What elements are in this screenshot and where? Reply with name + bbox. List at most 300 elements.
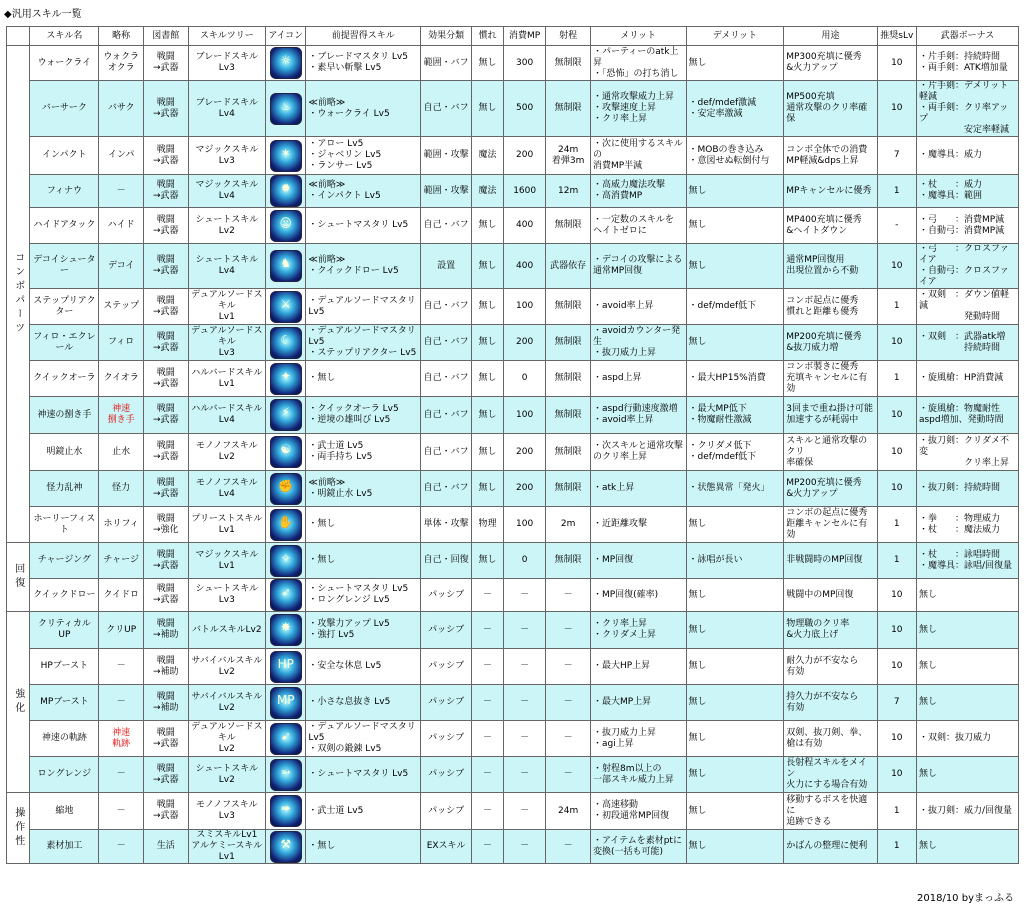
prerequisite: ・無し xyxy=(306,543,421,579)
mp-cost: － xyxy=(503,830,545,864)
table-row xyxy=(7,579,1019,612)
skill-icon xyxy=(266,649,306,685)
header-cell: 武器ボーナス xyxy=(916,27,1018,46)
recommended-slv: 10 xyxy=(877,244,916,289)
skill-abbr: － xyxy=(99,649,144,685)
recommended-slv: 10 xyxy=(877,81,916,137)
familiarity: 物理 xyxy=(472,507,504,543)
weapon-bonus: ・旋風槍：HP消費減 xyxy=(916,361,1018,397)
usage: コンボ起点に優秀 慣れと距離も優秀 xyxy=(784,289,877,325)
skill-tree: シュートスキルLv3 xyxy=(188,579,266,612)
skill-library: 戦闘 →武器 xyxy=(143,361,188,397)
usage: 非戦闘時のMP回復 xyxy=(784,543,877,579)
skill-abbr: － xyxy=(99,757,144,793)
header-cell: 効果分類 xyxy=(421,27,472,46)
mp-cost: 400 xyxy=(503,244,545,289)
skill-icon-glyph: ✦ xyxy=(280,368,291,383)
recommended-slv: 1 xyxy=(877,830,916,864)
skill-icon xyxy=(266,46,306,81)
skill-abbr: － xyxy=(99,830,144,864)
prerequisite: ・無し xyxy=(306,507,421,543)
range: 無制限 xyxy=(546,289,591,325)
merit: ・aspd行動速度激増 ・avoid率上昇 xyxy=(590,397,686,434)
demerit: 無し xyxy=(686,757,784,793)
skill-tree: デュアルソードスキル Lv2 xyxy=(188,721,266,757)
weapon-bonus: ・旋風槍：物魔耐性 aspd増加、発動時間 xyxy=(916,397,1018,434)
skill-icon-image xyxy=(270,175,302,207)
header-cell: スキルツリー xyxy=(188,27,266,46)
prerequisite: ・デュアルソードマスタリLv5 ・ステップリアクター Lv5 xyxy=(306,325,421,361)
table-row xyxy=(7,137,1019,175)
familiarity: － xyxy=(472,685,504,721)
usage: MP300充填に優秀 &火力アップ xyxy=(784,46,877,81)
skill-library: 戦闘 →武器 xyxy=(143,289,188,325)
skill-icon xyxy=(266,685,306,721)
range: － xyxy=(546,579,591,612)
skill-tree: ハルバードスキルLv1 xyxy=(188,361,266,397)
merit: ・近距離攻撃 xyxy=(590,507,686,543)
skill-icon-image xyxy=(270,327,302,359)
mp-cost: 300 xyxy=(503,46,545,81)
skill-icon xyxy=(266,612,306,649)
demerit: 無し xyxy=(686,649,784,685)
familiarity: 無し xyxy=(472,208,504,244)
skill-abbr: 神速 軌跡 xyxy=(99,721,144,757)
demerit: 無し xyxy=(686,612,784,649)
skill-icon xyxy=(266,830,306,864)
effect-class: パッシブ xyxy=(421,685,472,721)
skill-icon-glyph: ✊ xyxy=(278,478,294,493)
weapon-bonus: ・杖 ：威力 ・魔導具：範囲 xyxy=(916,175,1018,208)
recommended-slv: 7 xyxy=(877,137,916,175)
skill-icon xyxy=(266,579,306,612)
table-row xyxy=(7,397,1019,434)
recommended-slv: 10 xyxy=(877,397,916,434)
demerit: 無し xyxy=(686,175,784,208)
effect-class: パッシブ xyxy=(421,793,472,830)
recommended-slv: 1 xyxy=(877,289,916,325)
demerit: ・def/mdef激減 ・安定率激減 xyxy=(686,81,784,137)
skill-icon-image xyxy=(270,687,302,719)
skill-tree: デュアルソードスキル Lv1 xyxy=(188,289,266,325)
prerequisite: ≪前略≫ ・ウォークライ Lv5 xyxy=(306,81,421,137)
weapon-bonus: 無し xyxy=(916,649,1018,685)
skill-icon-image xyxy=(270,291,302,323)
skill-library: 戦闘 →武器 xyxy=(143,325,188,361)
demerit: ・状態異常「発火」 xyxy=(686,471,784,507)
table-row xyxy=(7,612,1019,649)
skill-icon xyxy=(266,471,306,507)
usage: コンボの起点に優秀 距離キャンセルに有効 xyxy=(784,507,877,543)
skill-icon-glyph: ☼ xyxy=(280,53,292,67)
skill-abbr: デコイ xyxy=(99,244,144,289)
table-row xyxy=(7,543,1019,579)
skill-icon-image xyxy=(270,579,302,611)
header-cell: 用途 xyxy=(784,27,877,46)
recommended-slv: 10 xyxy=(877,579,916,612)
skill-icon xyxy=(266,757,306,793)
skill-icon xyxy=(266,244,306,289)
range: － xyxy=(546,830,591,864)
prerequisite: ・シュートマスタリ Lv5 xyxy=(306,208,421,244)
skill-library: 戦闘 →武器 xyxy=(143,721,188,757)
merit: ・avoidカウンター発生 ・抜刀威力上昇 xyxy=(590,325,686,361)
header-cell: デメリット xyxy=(686,27,784,46)
skill-icon xyxy=(266,289,306,325)
demerit: ・最大MP低下 ・物魔耐性激減 xyxy=(686,397,784,434)
range: 武器依存 xyxy=(546,244,591,289)
prerequisite: ・小さな息抜き Lv5 xyxy=(306,685,421,721)
skill-library: 戦闘 →武器 xyxy=(143,397,188,434)
merit: ・次に使用するスキルの 消費MP半減 xyxy=(590,137,686,175)
skill-library: 戦闘 →武器 xyxy=(143,434,188,471)
merit: ・次スキルと通常攻撃 のクリ率上昇 xyxy=(590,434,686,471)
skill-abbr: － xyxy=(99,793,144,830)
range: 無制限 xyxy=(546,543,591,579)
table-row xyxy=(7,793,1019,830)
range: 24m xyxy=(546,793,591,830)
prerequisite: ・デュアルソードマスタリLv5 xyxy=(306,289,421,325)
prerequisite: ・無し xyxy=(306,830,421,864)
table-row xyxy=(7,757,1019,793)
skill-icon-glyph: ♞ xyxy=(280,256,292,270)
skill-abbr: ホリフィ xyxy=(99,507,144,543)
skill-name: 神速の軌跡 xyxy=(30,721,99,757)
skill-icon-image xyxy=(270,795,302,827)
mp-cost: － xyxy=(503,579,545,612)
table-row xyxy=(7,46,1019,81)
skill-icon-glyph: ♨ xyxy=(280,98,292,113)
skill-icon-image xyxy=(270,614,302,646)
skill-library: 戦闘 →武器 xyxy=(143,471,188,507)
skill-name: ロングレンジ xyxy=(30,757,99,793)
familiarity: 無し xyxy=(472,325,504,361)
header-corner xyxy=(7,27,30,46)
category-label: 操作性 xyxy=(7,793,30,864)
skill-name: フィナウ xyxy=(30,175,99,208)
range: － xyxy=(546,685,591,721)
skill-abbr: インパ xyxy=(99,137,144,175)
skill-tree: サバイバルスキルLv2 xyxy=(188,685,266,721)
skill-icon-glyph: ✶ xyxy=(280,145,291,160)
effect-class: 範囲・攻撃 xyxy=(421,137,472,175)
merit: ・avoid率上昇 xyxy=(590,289,686,325)
demerit: 無し xyxy=(686,46,784,81)
demerit: 無し xyxy=(686,208,784,244)
skill-abbr: クイオラ xyxy=(99,361,144,397)
effect-class: 自己・バフ xyxy=(421,434,472,471)
effect-class: 範囲・バフ xyxy=(421,46,472,81)
skill-name: ホーリーフィスト xyxy=(30,507,99,543)
skill-library: 戦闘 →武器 xyxy=(143,579,188,612)
header-cell: スキル名 xyxy=(30,27,99,46)
weapon-bonus: ・双剣 ：武器atk増 持続時間 xyxy=(916,325,1018,361)
weapon-bonus: ・双剣：抜刀威力 xyxy=(916,721,1018,757)
merit: ・デコイの攻撃による 通常MP回復 xyxy=(590,244,686,289)
skill-library: 戦闘 →武器 xyxy=(143,137,188,175)
skill-tree: デュアルソードスキル Lv3 xyxy=(188,325,266,361)
usage: 戦闘中のMP回復 xyxy=(784,579,877,612)
skill-icon-image xyxy=(270,651,302,683)
merit: ・パーティーのatk上昇 ・「恐怖」の打ち消し xyxy=(590,46,686,81)
skill-tree: プリーストスキルLv1 xyxy=(188,507,266,543)
range: 無制限 xyxy=(546,46,591,81)
skill-icon-glyph: ➶ xyxy=(280,585,291,599)
weapon-bonus: ・抜刀剣：威力/回復量 xyxy=(916,793,1018,830)
weapon-bonus: ・抜刀剣：クリダメ不変 クリ率上昇 xyxy=(916,434,1018,471)
prerequisite: ・クイックオーラ Lv5 ・逆境の雄叫び Lv5 xyxy=(306,397,421,434)
table-row xyxy=(7,361,1019,397)
demerit: ・クリダメ低下 ・def/mdef低下 xyxy=(686,434,784,471)
mp-cost: － xyxy=(503,721,545,757)
table-row xyxy=(7,175,1019,208)
skill-icon-glyph: ✧ xyxy=(280,550,291,565)
demerit: ・最大HP15%消費 xyxy=(686,361,784,397)
skill-library: 戦闘 →補助 xyxy=(143,685,188,721)
skill-abbr: バサク xyxy=(99,81,144,137)
usage: かばんの整理に便利 xyxy=(784,830,877,864)
demerit: 無し xyxy=(686,685,784,721)
skill-tree: モノノフスキルLv2 xyxy=(188,434,266,471)
prerequisite: ・ブレードマスタリ Lv5 ・素早い斬撃 Lv5 xyxy=(306,46,421,81)
skill-library: 戦闘 →武器 xyxy=(143,757,188,793)
mp-cost: 200 xyxy=(503,471,545,507)
usage: 物理職のクリ率 &火力底上げ xyxy=(784,612,877,649)
familiarity: 無し xyxy=(472,434,504,471)
skill-abbr: 止水 xyxy=(99,434,144,471)
skill-icon xyxy=(266,507,306,543)
familiarity: 無し xyxy=(472,361,504,397)
skill-icon-glyph: ✹ xyxy=(280,181,291,195)
recommended-slv: 1 xyxy=(877,793,916,830)
weapon-bonus: ・魔導具：威力 xyxy=(916,137,1018,175)
effect-class: 自己・回復 xyxy=(421,543,472,579)
demerit: 無し xyxy=(686,830,784,864)
skill-icon xyxy=(266,361,306,397)
skill-icon-image xyxy=(270,759,302,791)
skill-icon xyxy=(266,175,306,208)
demerit: ・def/mdef低下 xyxy=(686,289,784,325)
header-cell: 消費MP xyxy=(503,27,545,46)
merit: ・一定数のスキルを ヘイトゼロに xyxy=(590,208,686,244)
skill-icon-glyph: ➳ xyxy=(280,764,291,779)
usage: 耐久力が不安なら 有効 xyxy=(784,649,877,685)
range: 2m xyxy=(546,507,591,543)
effect-class: 範囲・攻撃 xyxy=(421,175,472,208)
range: － xyxy=(546,721,591,757)
prerequisite: ・デュアルソードマスタリLv5 ・双剣の鍛錬 Lv5 xyxy=(306,721,421,757)
skill-icon-glyph: ☾ xyxy=(280,332,292,347)
skill-icon-glyph: ☯ xyxy=(280,442,292,456)
demerit: 無し xyxy=(686,793,784,830)
recommended-slv: 1 xyxy=(877,361,916,397)
demerit: 無し xyxy=(686,579,784,612)
familiarity: 無し xyxy=(472,244,504,289)
header-cell: アイコン xyxy=(266,27,306,46)
skill-icon-glyph: ☺ xyxy=(279,215,292,230)
weapon-bonus: 無し xyxy=(916,579,1018,612)
recommended-slv: 10 xyxy=(877,721,916,757)
page-title: ◆汎用スキル一覧 xyxy=(4,9,82,20)
range: 無制限 xyxy=(546,397,591,434)
prerequisite: ≪前略≫ ・クイックドロー Lv5 xyxy=(306,244,421,289)
merit: ・クリ率上昇 ・クリダメ上昇 xyxy=(590,612,686,649)
skill-icon-image xyxy=(270,436,302,468)
prerequisite: ≪前略≫ ・明鏡止水 Lv5 xyxy=(306,471,421,507)
weapon-bonus: ・杖 ：詠唱時間 ・魔導具：詠唱/回復量 xyxy=(916,543,1018,579)
weapon-bonus: 無し xyxy=(916,757,1018,793)
skill-name: 縮地 xyxy=(30,793,99,830)
effect-class: パッシブ xyxy=(421,649,472,685)
skill-tree: サバイバルスキルLv2 xyxy=(188,649,266,685)
merit: ・最大MP上昇 xyxy=(590,685,686,721)
skill-abbr: チャージ xyxy=(99,543,144,579)
skill-library: 戦闘 →補助 xyxy=(143,649,188,685)
merit: ・通常攻撃威力上昇 ・攻撃速度上昇 ・クリ率上昇 xyxy=(590,81,686,137)
weapon-bonus: ・弓 ：消費MP減 ・自動弓：消費MP減 xyxy=(916,208,1018,244)
merit: ・MP回復 xyxy=(590,543,686,579)
table-row xyxy=(7,208,1019,244)
table-row xyxy=(7,434,1019,471)
recommended-slv: 10 xyxy=(877,649,916,685)
skill-tree: バトルスキルLv2 xyxy=(188,612,266,649)
effect-class: 自己・バフ xyxy=(421,397,472,434)
skill-tree: モノノフスキルLv4 xyxy=(188,471,266,507)
recommended-slv: 10 xyxy=(877,325,916,361)
usage: MP500充填 通常攻撃のクリ率確保 xyxy=(784,81,877,137)
skill-abbr: 怪力 xyxy=(99,471,144,507)
effect-class: パッシブ xyxy=(421,612,472,649)
skill-icon-image xyxy=(270,93,302,125)
prerequisite: ≪前略≫ ・インパクト Lv5 xyxy=(306,175,421,208)
usage: 双剣、抜刀剣、拳、 槍は有効 xyxy=(784,721,877,757)
effect-class: 自己・バフ xyxy=(421,325,472,361)
skill-name: 明鏡止水 xyxy=(30,434,99,471)
skill-abbr: ウォクラ オクラ xyxy=(99,46,144,81)
skill-library: 戦闘 →補助 xyxy=(143,612,188,649)
recommended-slv: 1 xyxy=(877,543,916,579)
skill-library: 戦闘 →武器 xyxy=(143,81,188,137)
merit: ・最大HP上昇 xyxy=(590,649,686,685)
merit: ・アイテムを素材ptに 変換(一括も可能) xyxy=(590,830,686,864)
effect-class: 自己・バフ xyxy=(421,208,472,244)
skill-abbr: フィロ xyxy=(99,325,144,361)
mp-cost: 200 xyxy=(503,325,545,361)
usage: 持久力が不安なら 有効 xyxy=(784,685,877,721)
skill-icon-glyph: ✋ xyxy=(278,514,294,529)
skill-icon-glyph: ✸ xyxy=(280,620,291,634)
skill-name: 素材加工 xyxy=(30,830,99,864)
familiarity: 無し xyxy=(472,543,504,579)
skill-icon xyxy=(266,81,306,137)
skill-icon-glyph: ⚒ xyxy=(280,836,292,851)
usage: MPキャンセルに優秀 xyxy=(784,175,877,208)
weapon-bonus: ・抜刀剣：持続時間 xyxy=(916,471,1018,507)
skill-icon-image xyxy=(270,831,302,863)
usage: コンボ全体での消費 MP軽減&dps上昇 xyxy=(784,137,877,175)
effect-class: 単体・攻撃 xyxy=(421,507,472,543)
range: 12m xyxy=(546,175,591,208)
merit: ・atk上昇 xyxy=(590,471,686,507)
mp-cost: － xyxy=(503,612,545,649)
mp-cost: 0 xyxy=(503,361,545,397)
skill-icon xyxy=(266,397,306,434)
table-row xyxy=(7,471,1019,507)
skill-icon-glyph: ➠ xyxy=(280,801,291,815)
skill-tree: シュートスキルLv2 xyxy=(188,208,266,244)
familiarity: － xyxy=(472,649,504,685)
skill-name: HPブースト xyxy=(30,649,99,685)
usage: コンボ製きに優秀 充填キャンセルに有効 xyxy=(784,361,877,397)
table-row xyxy=(7,289,1019,325)
skill-name: バーサーク xyxy=(30,81,99,137)
weapon-bonus: ・弓 ：クロスファイア ・自動弓：クロスファイア xyxy=(916,244,1018,289)
table-row xyxy=(7,325,1019,361)
skill-library: 戦闘 →武器 xyxy=(143,208,188,244)
range: 無制限 xyxy=(546,471,591,507)
mp-cost: － xyxy=(503,685,545,721)
skill-name: クイックオーラ xyxy=(30,361,99,397)
effect-class: パッシブ xyxy=(421,721,472,757)
range: 無制限 xyxy=(546,208,591,244)
prerequisite: ・アロー Lv5 ・ジャベリン Lv5 ・ランサー Lv5 xyxy=(306,137,421,175)
weapon-bonus: 無し xyxy=(916,612,1018,649)
merit: ・射程8m以上の 一部スキル威力上昇 xyxy=(590,757,686,793)
recommended-slv: 10 xyxy=(877,471,916,507)
skill-icon xyxy=(266,208,306,244)
prerequisite: ・無し xyxy=(306,361,421,397)
familiarity: 無し xyxy=(472,289,504,325)
merit: ・高速移動 ・初段通常MP回復 xyxy=(590,793,686,830)
skill-abbr: 神速 捌き手 xyxy=(99,397,144,434)
usage: 通常MP回復用 出現位置から不動 xyxy=(784,244,877,289)
skill-icon xyxy=(266,793,306,830)
header-cell: 推奨sLv xyxy=(877,27,916,46)
prerequisite: ・シュートマスタリ Lv5 xyxy=(306,757,421,793)
header-cell: 図書館 xyxy=(143,27,188,46)
skill-icon-image xyxy=(270,723,302,755)
familiarity: － xyxy=(472,579,504,612)
mp-cost: － xyxy=(503,793,545,830)
skill-tree: マジックスキルLv1 xyxy=(188,543,266,579)
skill-icon-glyph: ➹ xyxy=(280,728,291,743)
table-row xyxy=(7,721,1019,757)
skill-abbr: クイドロ xyxy=(99,579,144,612)
familiarity: － xyxy=(472,757,504,793)
skill-name: ウォークライ xyxy=(30,46,99,81)
table-row xyxy=(7,507,1019,543)
prerequisite: ・シュートマスタリ Lv5 ・ロングレンジ Lv5 xyxy=(306,579,421,612)
effect-class: 自己・バフ xyxy=(421,471,472,507)
skill-icon-glyph: MP xyxy=(276,692,295,707)
effect-class: パッシブ xyxy=(421,757,472,793)
recommended-slv: 10 xyxy=(877,757,916,793)
table-row xyxy=(7,649,1019,685)
range: － xyxy=(546,612,591,649)
familiarity: － xyxy=(472,830,504,864)
weapon-bonus: ・拳 ：物理威力 ・杖 ：魔法威力 xyxy=(916,507,1018,543)
category-label: 回復 xyxy=(7,543,30,612)
skill-tree: スミスキルLv1 アルケミースキルLv1 xyxy=(188,830,266,864)
skill-icon-image xyxy=(270,250,302,282)
table-row xyxy=(7,81,1019,137)
recommended-slv: 7 xyxy=(877,685,916,721)
mp-cost: 1600 xyxy=(503,175,545,208)
skill-name: フィロ・エクレール xyxy=(30,325,99,361)
recommended-slv: 1 xyxy=(877,507,916,543)
range: 24m 着弾3m xyxy=(546,137,591,175)
merit: ・MP回復(確率) xyxy=(590,579,686,612)
